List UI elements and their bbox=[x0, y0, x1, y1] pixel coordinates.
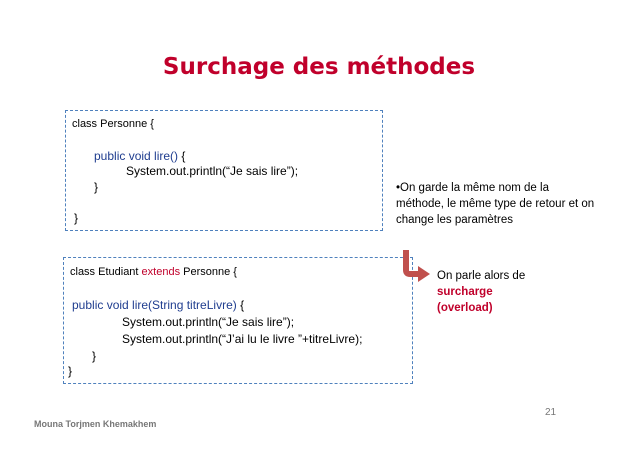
code-method: lire(String titreLivre) bbox=[132, 298, 237, 312]
code-line: } bbox=[68, 364, 73, 378]
overload-term: surcharge bbox=[437, 286, 493, 298]
overload-note bbox=[437, 268, 525, 316]
explanation-note: •On garde la même nom de la méthode, le même type de retour et on change les paramètres bbox=[396, 182, 595, 226]
overload-term-en: (overload) bbox=[437, 302, 493, 314]
code-line: System.out.println(“Je sais lire”); bbox=[126, 164, 299, 178]
code-brace: { bbox=[236, 298, 245, 312]
code-brace: { bbox=[178, 149, 186, 163]
code-line bbox=[72, 298, 244, 313]
page-number: 21 bbox=[545, 407, 557, 418]
code-line bbox=[70, 265, 237, 280]
code-keyword: public void bbox=[72, 298, 133, 312]
code-parent: Personne { bbox=[180, 266, 237, 278]
author-name: Mouna Torjmen Khemakhem bbox=[34, 419, 157, 429]
code-keyword: public void bbox=[94, 149, 155, 163]
code-line: System.out.println(“J’ai lu le livre ”+titreLivre); bbox=[122, 332, 363, 346]
overload-note-text: On parle alors de bbox=[437, 270, 526, 282]
code-class: class Etudiant bbox=[70, 266, 142, 278]
code-line bbox=[94, 149, 185, 164]
slide-title: Surchage des méthodes bbox=[162, 54, 476, 80]
code-line: class Personne { bbox=[72, 118, 154, 130]
curved-arrow-icon bbox=[398, 248, 434, 284]
code-box-personne bbox=[65, 110, 383, 231]
code-line: } bbox=[92, 349, 97, 363]
code-line: System.out.println(“Je sais lire”); bbox=[122, 315, 295, 329]
code-line: } bbox=[74, 211, 79, 225]
code-box-etudiant bbox=[63, 257, 413, 384]
code-line: } bbox=[94, 180, 99, 194]
code-extends: extends bbox=[141, 266, 181, 278]
code-method: lire() bbox=[154, 149, 179, 163]
